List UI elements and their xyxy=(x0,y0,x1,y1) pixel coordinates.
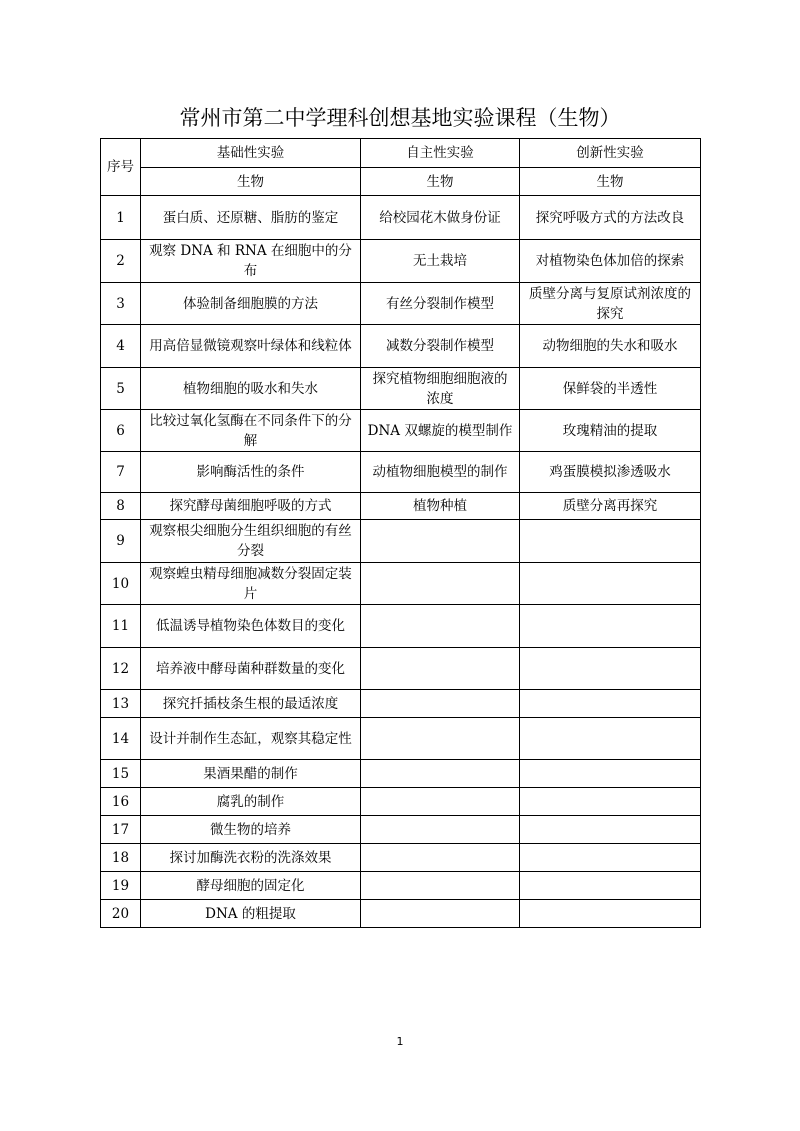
page-title: 常州市第二中学理科创想基地实验课程（生物） xyxy=(179,106,621,130)
basic-experiment-cell: DNA 的粗提取 xyxy=(141,900,361,928)
innovative-experiment-cell xyxy=(520,605,701,648)
self-experiment-cell: 植物种植 xyxy=(361,493,520,520)
basic-experiment-cell: 用高倍显微镜观察叶绿体和线粒体 xyxy=(141,325,361,368)
basic-experiment-cell: 比较过氧化氢酶在不同条件下的分解 xyxy=(141,410,361,452)
table-row xyxy=(101,872,701,900)
table-row xyxy=(101,325,701,368)
row-number: 10 xyxy=(101,563,141,605)
basic-experiment-cell: 探究酵母菌细胞呼吸的方式 xyxy=(141,493,361,520)
basic-experiment-cell: 微生物的培养 xyxy=(141,816,361,844)
basic-experiment-cell: 果酒果醋的制作 xyxy=(141,760,361,788)
row-number: 14 xyxy=(101,718,141,760)
self-experiment-cell: DNA 双螺旋的模型制作 xyxy=(361,410,520,452)
row-number: 11 xyxy=(101,605,141,648)
basic-experiment-cell: 探究扦插枝条生根的最适浓度 xyxy=(141,690,361,718)
basic-experiment-cell: 蛋白质、还原糖、脂肪的鉴定 xyxy=(141,196,361,240)
innovative-experiment-cell xyxy=(520,690,701,718)
table-row xyxy=(101,816,701,844)
innovative-experiment-cell xyxy=(520,760,701,788)
basic-experiment-cell: 低温诱导植物染色体数目的变化 xyxy=(141,605,361,648)
basic-subject: 生物 xyxy=(141,168,361,196)
basic-experiment-cell: 观察根尖细胞分生组织细胞的有丝分裂 xyxy=(141,520,361,563)
self-experiment-cell xyxy=(361,872,520,900)
table-row xyxy=(101,368,701,410)
row-number: 3 xyxy=(101,283,141,325)
table-row xyxy=(101,493,701,520)
row-number: 15 xyxy=(101,760,141,788)
self-header: 自主性实验 xyxy=(361,139,520,168)
table-row xyxy=(101,844,701,872)
page-number: 1 xyxy=(396,1035,404,1048)
basic-experiment-cell: 探讨加酶洗衣粉的洗涤效果 xyxy=(141,844,361,872)
table-row xyxy=(101,240,701,283)
row-number: 7 xyxy=(101,452,141,493)
self-experiment-cell xyxy=(361,690,520,718)
table-row xyxy=(101,648,701,690)
row-number: 17 xyxy=(101,816,141,844)
self-experiment-cell xyxy=(361,788,520,816)
basic-experiment-cell: 腐乳的制作 xyxy=(141,788,361,816)
table-row xyxy=(101,283,701,325)
self-experiment-cell: 探究植物细胞细胞液的浓度 xyxy=(361,368,520,410)
row-number: 4 xyxy=(101,325,141,368)
self-experiment-cell: 有丝分裂制作模型 xyxy=(361,283,520,325)
basic-experiment-cell: 植物细胞的吸水和失水 xyxy=(141,368,361,410)
row-number: 2 xyxy=(101,240,141,283)
innov-header: 创新性实验 xyxy=(520,139,701,168)
self-experiment-cell xyxy=(361,648,520,690)
row-number: 13 xyxy=(101,690,141,718)
seq-header: 序号 xyxy=(101,139,141,196)
self-experiment-cell: 给校园花木做身份证 xyxy=(361,196,520,240)
table-row xyxy=(101,563,701,605)
innovative-experiment-cell: 保鲜袋的半透性 xyxy=(520,368,701,410)
innovative-experiment-cell xyxy=(520,563,701,605)
row-number: 9 xyxy=(101,520,141,563)
table-row xyxy=(101,690,701,718)
innovative-experiment-cell xyxy=(520,816,701,844)
self-experiment-cell xyxy=(361,900,520,928)
subject-row xyxy=(101,168,701,196)
row-number: 8 xyxy=(101,493,141,520)
innovative-experiment-cell xyxy=(520,718,701,760)
basic-experiment-cell: 体验制备细胞膜的方法 xyxy=(141,283,361,325)
innovative-experiment-cell xyxy=(520,872,701,900)
self-experiment-cell xyxy=(361,816,520,844)
row-number: 19 xyxy=(101,872,141,900)
innovative-experiment-cell: 探究呼吸方式的方法改良 xyxy=(520,196,701,240)
innovative-experiment-cell xyxy=(520,520,701,563)
row-number: 12 xyxy=(101,648,141,690)
table-row xyxy=(101,452,701,493)
self-experiment-cell: 动植物细胞模型的制作 xyxy=(361,452,520,493)
basic-experiment-cell: 观察蝗虫精母细胞减数分裂固定装片 xyxy=(141,563,361,605)
innovative-experiment-cell: 质壁分离与复原试剂浓度的探究 xyxy=(520,283,701,325)
self-experiment-cell xyxy=(361,520,520,563)
innovative-experiment-cell: 动物细胞的失水和吸水 xyxy=(520,325,701,368)
self-experiment-cell: 减数分裂制作模型 xyxy=(361,325,520,368)
row-number: 20 xyxy=(101,900,141,928)
basic-header: 基础性实验 xyxy=(141,139,361,168)
innovative-experiment-cell: 质壁分离再探究 xyxy=(520,493,701,520)
table-row xyxy=(101,196,701,240)
innovative-experiment-cell: 玫瑰精油的提取 xyxy=(520,410,701,452)
self-experiment-cell xyxy=(361,760,520,788)
innovative-experiment-cell xyxy=(520,900,701,928)
row-number: 1 xyxy=(101,196,141,240)
self-experiment-cell xyxy=(361,605,520,648)
innovative-experiment-cell: 鸡蛋膜模拟渗透吸水 xyxy=(520,452,701,493)
table-row xyxy=(101,605,701,648)
innovative-experiment-cell xyxy=(520,648,701,690)
innovative-experiment-cell xyxy=(520,788,701,816)
basic-experiment-cell: 观察 DNA 和 RNA 在细胞中的分布 xyxy=(141,240,361,283)
basic-experiment-cell: 培养液中酵母菌种群数量的变化 xyxy=(141,648,361,690)
self-experiment-cell xyxy=(361,718,520,760)
innovative-experiment-cell: 对植物染色体加倍的探索 xyxy=(520,240,701,283)
self-subject: 生物 xyxy=(361,168,520,196)
self-experiment-cell xyxy=(361,844,520,872)
experiment-table xyxy=(100,138,701,928)
row-number: 5 xyxy=(101,368,141,410)
innovative-experiment-cell xyxy=(520,844,701,872)
row-number: 16 xyxy=(101,788,141,816)
table-row xyxy=(101,520,701,563)
row-number: 6 xyxy=(101,410,141,452)
basic-experiment-cell: 影响酶活性的条件 xyxy=(141,452,361,493)
basic-experiment-cell: 设计并制作生态缸，观察其稳定性 xyxy=(141,718,361,760)
table-row xyxy=(101,410,701,452)
table-row xyxy=(101,718,701,760)
self-experiment-cell xyxy=(361,563,520,605)
self-experiment-cell: 无土栽培 xyxy=(361,240,520,283)
table-row xyxy=(101,788,701,816)
row-number: 18 xyxy=(101,844,141,872)
basic-experiment-cell: 酵母细胞的固定化 xyxy=(141,872,361,900)
table-row xyxy=(101,760,701,788)
table-row xyxy=(101,900,701,928)
header-row xyxy=(101,139,701,168)
innov-subject: 生物 xyxy=(520,168,701,196)
